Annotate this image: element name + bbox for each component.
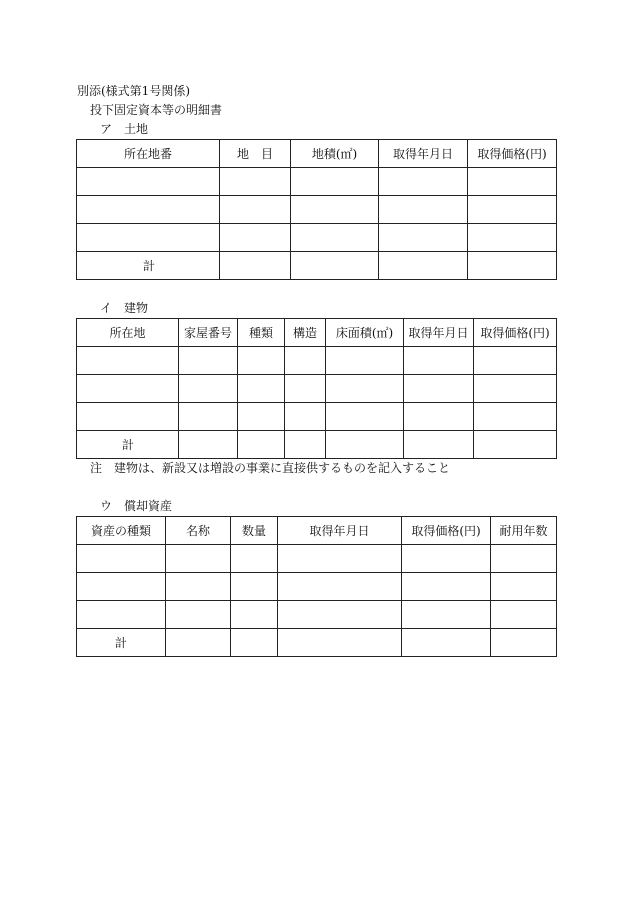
table-row bbox=[77, 224, 557, 252]
table-cell[interactable] bbox=[491, 545, 557, 573]
table-cell[interactable] bbox=[291, 252, 379, 280]
assets-section-label: ウ 償却資産 bbox=[100, 499, 173, 513]
table-cell[interactable] bbox=[402, 545, 491, 573]
assets-header-row bbox=[77, 517, 557, 545]
table-cell[interactable] bbox=[278, 601, 402, 629]
table-cell[interactable] bbox=[220, 196, 291, 224]
table-cell[interactable] bbox=[278, 545, 402, 573]
table-cell[interactable] bbox=[238, 347, 285, 375]
table-cell[interactable] bbox=[474, 403, 557, 431]
table-cell[interactable] bbox=[468, 168, 557, 196]
table-cell[interactable] bbox=[491, 601, 557, 629]
table-cell[interactable] bbox=[238, 375, 285, 403]
table-cell[interactable] bbox=[326, 347, 404, 375]
buildings-section-label: イ 建物 bbox=[100, 301, 149, 315]
table-cell[interactable] bbox=[166, 545, 231, 573]
land-col-acquisition-date: 取得年月日 bbox=[379, 140, 468, 168]
table-cell[interactable] bbox=[326, 403, 404, 431]
table-cell[interactable] bbox=[238, 431, 285, 459]
table-cell[interactable] bbox=[474, 431, 557, 459]
table-cell[interactable] bbox=[77, 224, 220, 252]
land-table bbox=[76, 139, 557, 280]
table-cell[interactable] bbox=[77, 573, 166, 601]
table-row bbox=[77, 196, 557, 224]
table-row bbox=[77, 375, 557, 403]
assets-col-acquisition-price: 取得価格(円) bbox=[402, 517, 491, 545]
buildings-col-floor-area: 床面積(㎡) bbox=[326, 319, 404, 347]
table-cell[interactable] bbox=[77, 347, 179, 375]
buildings-col-house-number: 家屋番号 bbox=[179, 319, 238, 347]
table-cell[interactable] bbox=[77, 168, 220, 196]
buildings-col-type: 種類 bbox=[238, 319, 285, 347]
table-cell[interactable] bbox=[285, 431, 326, 459]
assets-col-asset-type: 資産の種類 bbox=[77, 517, 166, 545]
table-cell[interactable] bbox=[77, 196, 220, 224]
table-cell[interactable] bbox=[179, 431, 238, 459]
table-cell[interactable] bbox=[231, 601, 278, 629]
land-header-row bbox=[77, 140, 557, 168]
table-cell[interactable] bbox=[220, 252, 291, 280]
assets-total-row bbox=[77, 629, 557, 657]
table-cell[interactable] bbox=[231, 629, 278, 657]
table-cell[interactable] bbox=[379, 168, 468, 196]
assets-col-useful-life: 耐用年数 bbox=[491, 517, 557, 545]
table-cell[interactable] bbox=[402, 629, 491, 657]
buildings-col-acquisition-date: 取得年月日 bbox=[404, 319, 474, 347]
table-cell[interactable] bbox=[285, 375, 326, 403]
assets-total-label-cell bbox=[77, 629, 166, 657]
assets-total-label: 計 bbox=[115, 635, 128, 650]
table-cell[interactable] bbox=[166, 601, 231, 629]
table-cell[interactable] bbox=[278, 629, 402, 657]
table-cell[interactable] bbox=[291, 168, 379, 196]
assets-col-quantity: 数量 bbox=[231, 517, 278, 545]
buildings-total-label-cell bbox=[77, 431, 179, 459]
table-cell[interactable] bbox=[402, 573, 491, 601]
attachment-label: 別添(様式第1号関係) bbox=[77, 84, 190, 98]
table-cell[interactable] bbox=[166, 629, 231, 657]
table-cell[interactable] bbox=[285, 347, 326, 375]
table-row bbox=[77, 573, 557, 601]
table-row bbox=[77, 403, 557, 431]
buildings-col-structure: 構造 bbox=[285, 319, 326, 347]
buildings-total-label: 計 bbox=[122, 437, 135, 452]
table-cell[interactable] bbox=[326, 431, 404, 459]
land-total-label-cell bbox=[77, 252, 220, 280]
table-cell[interactable] bbox=[231, 545, 278, 573]
table-cell[interactable] bbox=[404, 347, 474, 375]
table-cell[interactable] bbox=[285, 403, 326, 431]
buildings-table bbox=[76, 318, 557, 459]
table-cell[interactable] bbox=[379, 252, 468, 280]
table-row bbox=[77, 168, 557, 196]
land-total-row bbox=[77, 252, 557, 280]
table-cell[interactable] bbox=[468, 196, 557, 224]
buildings-col-acquisition-price: 取得価格(円) bbox=[474, 319, 557, 347]
table-cell[interactable] bbox=[77, 403, 179, 431]
assets-col-name: 名称 bbox=[166, 517, 231, 545]
land-col-land-category: 地 目 bbox=[220, 140, 291, 168]
table-cell[interactable] bbox=[179, 375, 238, 403]
table-cell[interactable] bbox=[238, 403, 285, 431]
table-cell[interactable] bbox=[404, 431, 474, 459]
table-cell[interactable] bbox=[491, 573, 557, 601]
assets-table bbox=[76, 516, 557, 657]
land-total-label: 計 bbox=[143, 258, 156, 273]
table-cell[interactable] bbox=[166, 573, 231, 601]
table-cell[interactable] bbox=[468, 252, 557, 280]
assets-col-acquisition-date: 取得年月日 bbox=[278, 517, 402, 545]
table-cell[interactable] bbox=[220, 224, 291, 252]
buildings-header-row bbox=[77, 319, 557, 347]
table-cell[interactable] bbox=[179, 347, 238, 375]
table-row bbox=[77, 601, 557, 629]
table-cell[interactable] bbox=[291, 224, 379, 252]
land-col-area: 地積(㎡) bbox=[291, 140, 379, 168]
table-cell[interactable] bbox=[326, 375, 404, 403]
table-cell[interactable] bbox=[474, 347, 557, 375]
table-cell[interactable] bbox=[468, 224, 557, 252]
table-cell[interactable] bbox=[179, 403, 238, 431]
table-cell[interactable] bbox=[404, 375, 474, 403]
table-cell[interactable] bbox=[77, 375, 179, 403]
table-cell[interactable] bbox=[474, 375, 557, 403]
table-row bbox=[77, 347, 557, 375]
table-row bbox=[77, 545, 557, 573]
buildings-total-row bbox=[77, 431, 557, 459]
land-col-acquisition-price: 取得価格(円) bbox=[468, 140, 557, 168]
table-cell[interactable] bbox=[491, 629, 557, 657]
table-cell[interactable] bbox=[77, 545, 166, 573]
table-cell[interactable] bbox=[404, 403, 474, 431]
table-cell[interactable] bbox=[231, 573, 278, 601]
table-cell[interactable] bbox=[77, 601, 166, 629]
table-cell[interactable] bbox=[379, 196, 468, 224]
table-cell[interactable] bbox=[278, 573, 402, 601]
table-cell[interactable] bbox=[291, 196, 379, 224]
buildings-note: 注 建物は、新設又は増設の事業に直接供するものを記入すること bbox=[90, 461, 451, 475]
buildings-col-location: 所在地 bbox=[77, 319, 179, 347]
table-cell[interactable] bbox=[402, 601, 491, 629]
table-cell[interactable] bbox=[379, 224, 468, 252]
land-col-location-number: 所在地番 bbox=[77, 140, 220, 168]
document-title: 投下固定資本等の明細書 bbox=[90, 103, 223, 117]
land-section-label: ア 土地 bbox=[100, 122, 149, 136]
table-cell[interactable] bbox=[220, 168, 291, 196]
